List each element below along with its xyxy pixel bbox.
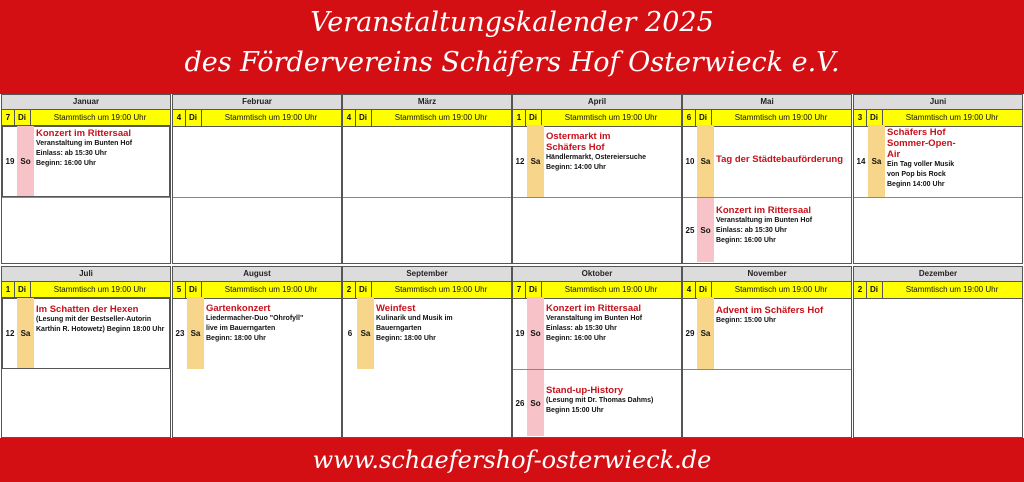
- event-title: Konzert im Rittersaal: [716, 205, 812, 216]
- stammtisch-day: 5: [173, 282, 186, 298]
- stammtisch-day: 6: [683, 110, 696, 126]
- website-url: www.schaefershof-osterwieck.de: [312, 446, 712, 474]
- event-line: Beginn: 15:00 Uhr: [716, 317, 776, 324]
- stammtisch-text: Stammtisch um 19:00 Uhr: [734, 285, 828, 294]
- event-line: Beginn 15:00 Uhr: [546, 407, 604, 414]
- divider: [343, 197, 511, 198]
- divider: [173, 197, 341, 198]
- month-januar: [1, 94, 171, 264]
- divider: [513, 197, 681, 198]
- stammtisch-row: [854, 282, 1022, 299]
- event-gartenkonzert: [173, 297, 341, 369]
- event-title: Weinfest: [376, 303, 416, 314]
- event-line: von Pop bis Rock: [887, 171, 946, 178]
- month-name: August: [173, 267, 341, 282]
- stammtisch-day: 4: [173, 110, 186, 126]
- event-staedtebaufoerderung: [683, 125, 851, 197]
- event-title: Im Schatten der Hexen: [36, 304, 139, 315]
- event-day: 19: [5, 156, 15, 166]
- event-line: live im Bauerngarten: [206, 325, 276, 332]
- event-line: Beginn: 16:00 Uhr: [36, 160, 96, 167]
- month-juni: [853, 94, 1023, 264]
- stammtisch-day: 4: [343, 110, 356, 126]
- event-line: Karthin R. Hotowetz) Beginn 18:00 Uhr: [36, 326, 165, 333]
- event-weekday: Sa: [357, 297, 374, 369]
- event-day: 23: [175, 328, 185, 338]
- event-line: Beginn: 16:00 Uhr: [716, 237, 776, 244]
- divider: [854, 197, 1022, 198]
- event-line: Beginn: 14:00 Uhr: [546, 164, 606, 171]
- month-dezember: [853, 266, 1023, 438]
- stammtisch-weekday: Di: [525, 110, 542, 126]
- event-title: Advent im Schäfers Hof: [716, 305, 824, 316]
- month-name: Dezember: [854, 267, 1022, 282]
- event-weekday: Sa: [187, 297, 204, 369]
- event-title: Ostermarkt im Schäfers Hof: [546, 131, 611, 153]
- event-ostermarkt: [513, 125, 681, 197]
- calendar-subtitle: des Fördervereins Schäfers Hof Osterwieck e.V.: [184, 47, 840, 78]
- event-day: 29: [685, 328, 695, 338]
- event-weinfest: [343, 297, 511, 369]
- stammtisch-weekday: Di: [695, 282, 712, 298]
- event-line: Einlass: ab 15:30 Uhr: [36, 150, 107, 157]
- event-line: Veranstaltung im Bunten Hof: [716, 217, 813, 224]
- stammtisch-weekday: Di: [866, 110, 883, 126]
- month-november: [682, 266, 852, 438]
- event-advent: [683, 297, 851, 369]
- event-day: 6: [347, 328, 353, 338]
- stammtisch-day: 1: [2, 282, 15, 298]
- stammtisch-weekday: Di: [185, 110, 202, 126]
- event-title: Schäfers Hof Sommer-Open-Air: [887, 127, 956, 160]
- stammtisch-weekday: Di: [695, 110, 712, 126]
- event-day: 12: [5, 328, 15, 338]
- event-line: (Lesung mit Dr. Thomas Dahms): [546, 397, 654, 404]
- event-line: Beginn: 18:00 Uhr: [376, 335, 436, 342]
- event-title: Gartenkonzert: [206, 303, 271, 314]
- month-februar: [172, 94, 342, 264]
- calendar-grid: [0, 94, 1024, 438]
- month-maerz: [342, 94, 512, 264]
- event-weekday: Sa: [868, 125, 885, 197]
- event-day: 25: [685, 225, 695, 235]
- event-weekday: Sa: [17, 298, 34, 368]
- event-day: 26: [515, 398, 525, 408]
- stammtisch-day: 7: [513, 282, 526, 298]
- month-april: [512, 94, 682, 264]
- month-mai: [682, 94, 852, 264]
- calendar-header: [0, 0, 1024, 90]
- event-day: 14: [856, 156, 866, 166]
- stammtisch-weekday: Di: [355, 282, 372, 298]
- event-line: Kulinarik und Musik im: [376, 315, 453, 322]
- stammtisch-row: [343, 110, 511, 127]
- stammtisch-weekday: Di: [866, 282, 883, 298]
- event-im-schatten-der-hexen: [2, 297, 170, 369]
- month-august: [172, 266, 342, 438]
- stammtisch-weekday: Di: [525, 282, 542, 298]
- event-weekday: So: [17, 126, 34, 196]
- stammtisch-day: 1: [513, 110, 526, 126]
- event-line: Einlass: ab 15:30 Uhr: [546, 325, 617, 332]
- stammtisch-weekday: Di: [355, 110, 372, 126]
- event-weekday: So: [697, 198, 714, 262]
- event-weekday: So: [527, 297, 544, 369]
- month-name: Juli: [2, 267, 170, 282]
- event-sommer-open-air: [854, 125, 1022, 197]
- event-title: Tag der Städtebauförderung: [716, 154, 844, 165]
- stammtisch-day: 3: [854, 110, 867, 126]
- stammtisch-text: Stammtisch um 19:00 Uhr: [53, 113, 147, 122]
- event-line: Liedermacher-Duo "Ohrofyll": [206, 315, 304, 322]
- event-line: Händlermarkt, Ostereiersuche: [546, 154, 646, 161]
- calendar-title: Veranstaltungskalender 2025: [310, 7, 714, 38]
- divider: [2, 197, 170, 198]
- month-name: Mai: [683, 95, 851, 110]
- event-title: Konzert im Rittersaal: [546, 303, 642, 314]
- event-stand-up-history: [513, 370, 681, 436]
- event-line: Ein Tag voller Musik: [887, 161, 955, 168]
- month-name: Juni: [854, 95, 1022, 110]
- month-name: Januar: [2, 95, 170, 110]
- month-name: Februar: [173, 95, 341, 110]
- stammtisch-text: Stammtisch um 19:00 Uhr: [734, 113, 828, 122]
- stammtisch-weekday: Di: [14, 282, 31, 298]
- event-line: (Lesung mit der Bestseller-Autorin: [36, 316, 152, 323]
- stammtisch-text: Stammtisch um 19:00 Uhr: [53, 285, 147, 294]
- divider: [683, 369, 851, 370]
- event-line: Beginn: 16:00 Uhr: [546, 335, 606, 342]
- stammtisch-text: Stammtisch um 19:00 Uhr: [394, 113, 488, 122]
- month-name: März: [343, 95, 511, 110]
- event-weekday: Sa: [527, 125, 544, 197]
- event-day: 12: [515, 156, 525, 166]
- event-line: Bauerngarten: [376, 325, 422, 332]
- event-konzert-rittersaal: [683, 198, 851, 262]
- event-weekday: Sa: [697, 125, 714, 197]
- stammtisch-weekday: Di: [185, 282, 202, 298]
- stammtisch-day: 7: [2, 110, 15, 126]
- stammtisch-text: Stammtisch um 19:00 Uhr: [224, 285, 318, 294]
- event-weekday: So: [527, 370, 544, 436]
- event-day: 10: [685, 156, 695, 166]
- stammtisch-text: Stammtisch um 19:00 Uhr: [905, 285, 999, 294]
- stammtisch-day: 4: [683, 282, 696, 298]
- month-september: [342, 266, 512, 438]
- stammtisch-day: 2: [343, 282, 356, 298]
- event-line: Veranstaltung im Bunten Hof: [36, 140, 133, 147]
- event-konzert-rittersaal: [513, 297, 681, 369]
- event-line: Einlass: ab 15:30 Uhr: [716, 227, 787, 234]
- stammtisch-row: [173, 110, 341, 127]
- event-line: Beginn 14:00 Uhr: [887, 181, 945, 188]
- stammtisch-text: Stammtisch um 19:00 Uhr: [394, 285, 488, 294]
- stammtisch-text: Stammtisch um 19:00 Uhr: [564, 285, 658, 294]
- event-line: Veranstaltung im Bunten Hof: [546, 315, 643, 322]
- stammtisch-text: Stammtisch um 19:00 Uhr: [224, 113, 318, 122]
- month-name: September: [343, 267, 511, 282]
- event-title: Stand-up-History: [546, 385, 624, 396]
- stammtisch-weekday: Di: [14, 110, 31, 126]
- month-name: Oktober: [513, 267, 681, 282]
- stammtisch-text: Stammtisch um 19:00 Uhr: [905, 113, 999, 122]
- event-line: Beginn: 18:00 Uhr: [206, 335, 266, 342]
- month-juli: [1, 266, 171, 438]
- event-konzert-rittersaal: [2, 125, 170, 197]
- event-weekday: Sa: [697, 297, 714, 369]
- stammtisch-text: Stammtisch um 19:00 Uhr: [564, 113, 658, 122]
- month-oktober: [512, 266, 682, 438]
- event-day: 19: [515, 328, 525, 338]
- month-name: April: [513, 95, 681, 110]
- event-title: Konzert im Rittersaal: [36, 128, 132, 139]
- stammtisch-day: 2: [854, 282, 867, 298]
- month-name: November: [683, 267, 851, 282]
